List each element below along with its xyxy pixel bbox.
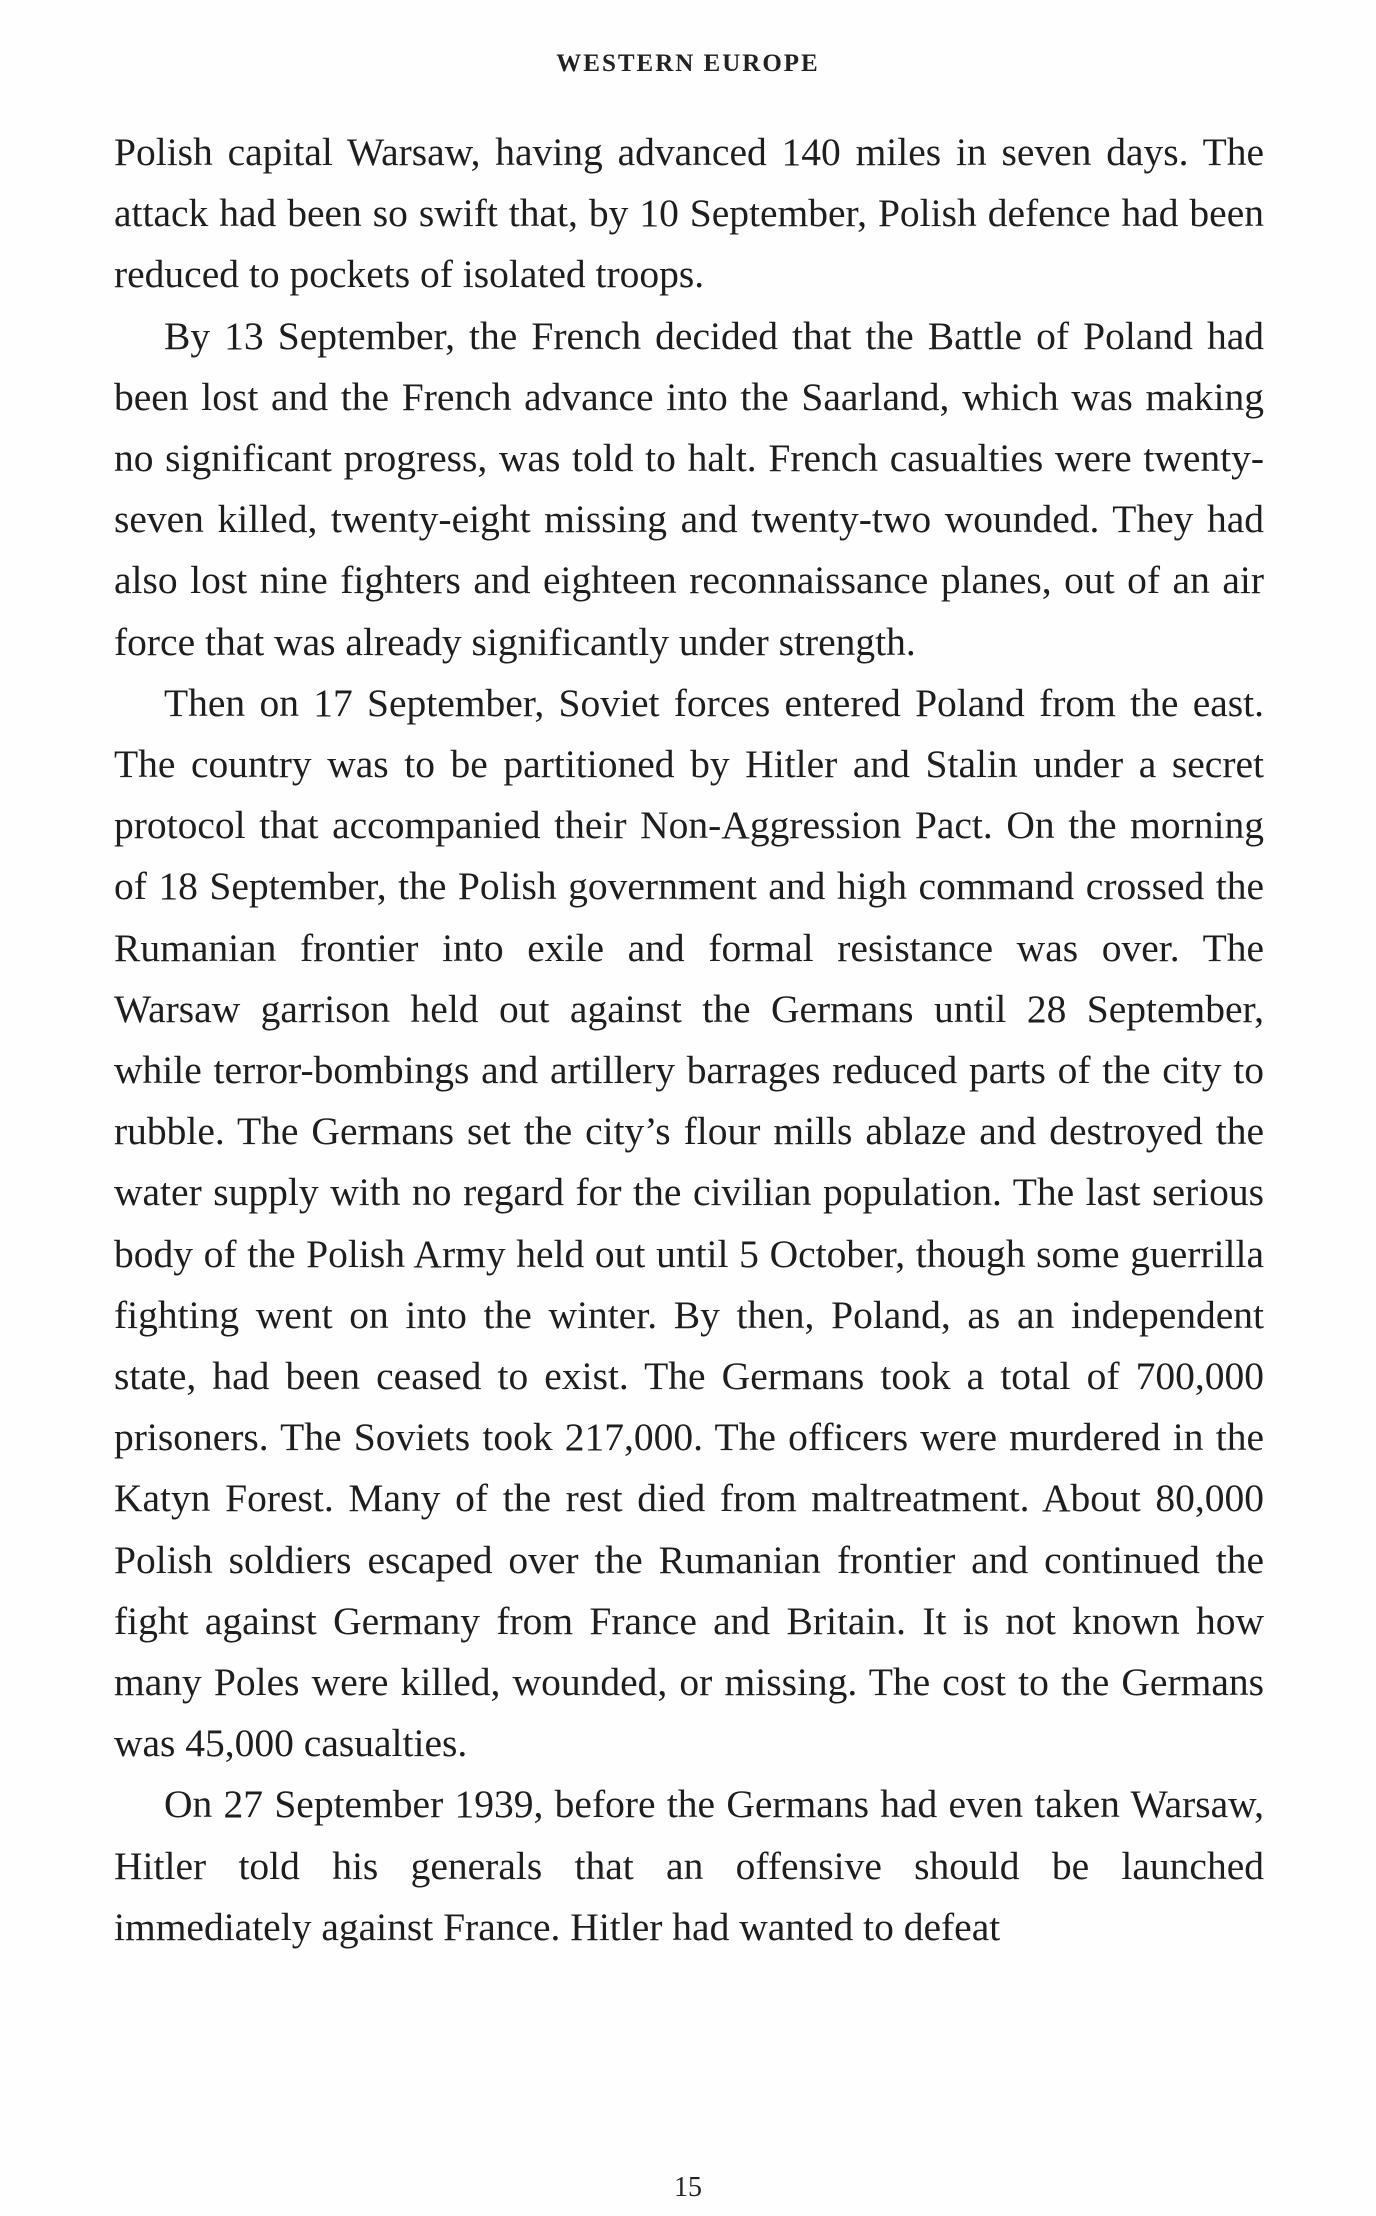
body-text xyxy=(114,122,1264,1958)
page-number: 15 xyxy=(674,2172,702,2203)
paragraph-1: Polish capital Warsaw, having advanced 140 miles in seven days. The attack had been so swift that, by 10 September, Polish defence had been reduced to pockets of isolated troops. xyxy=(114,130,1264,297)
running-head: WESTERN EUROPE xyxy=(556,50,820,77)
paragraph-4: On 27 September 1939, before the Germans had even taken Warsaw, Hitler told his generals that an offensive should be launched immediately against France. Hitler had wanted to defeat xyxy=(114,1782,1264,1949)
paragraph-2: By 13 September, the French decided that the Battle of Poland had been lost and the French advance into the Saarland, which was making no significant progress, was told to halt. French casualties were twenty-seven killed, twenty-eight missing and twenty-two wounded. They had also lost nine fighters and eighteen reconnaissance planes, out of an air force that was already significantly under strength. xyxy=(114,313,1264,664)
paragraph-3: Then on 17 September, Soviet forces entered Poland from the east. The country was to be partitioned by Hitler and Stalin under a secret protocol that accompanied their Non-Aggression Pact. On the morning of 18 September, the Polish government and high command crossed the Rumanian frontier into exile and formal resistance was over. The Warsaw garrison held out against the Germans until 28 September, while terror-bombings and artillery barrages reduced parts of the city to rubble. The Germans set the city’s flour mills ablaze and destroyed the water supply with no regard for the civilian population. The last serious body of the Polish Army held out until 5 October, though some guerrilla fighting went on into the winter. By then, Poland, as an independent state, had been ceased to exist. The Germans took a total of 700,000 prisoners. The Soviets took 217,000. The officers were murdered in the Katyn Forest. Many of the rest died from maltreatment. About 80,000 Polish soldiers escaped over the Rumanian frontier and continued the fight against Germany from France and Britain. It is not known how many Poles were killed, wounded, or missing. The cost to the Germans was 45,000 casualties. xyxy=(114,680,1264,1766)
